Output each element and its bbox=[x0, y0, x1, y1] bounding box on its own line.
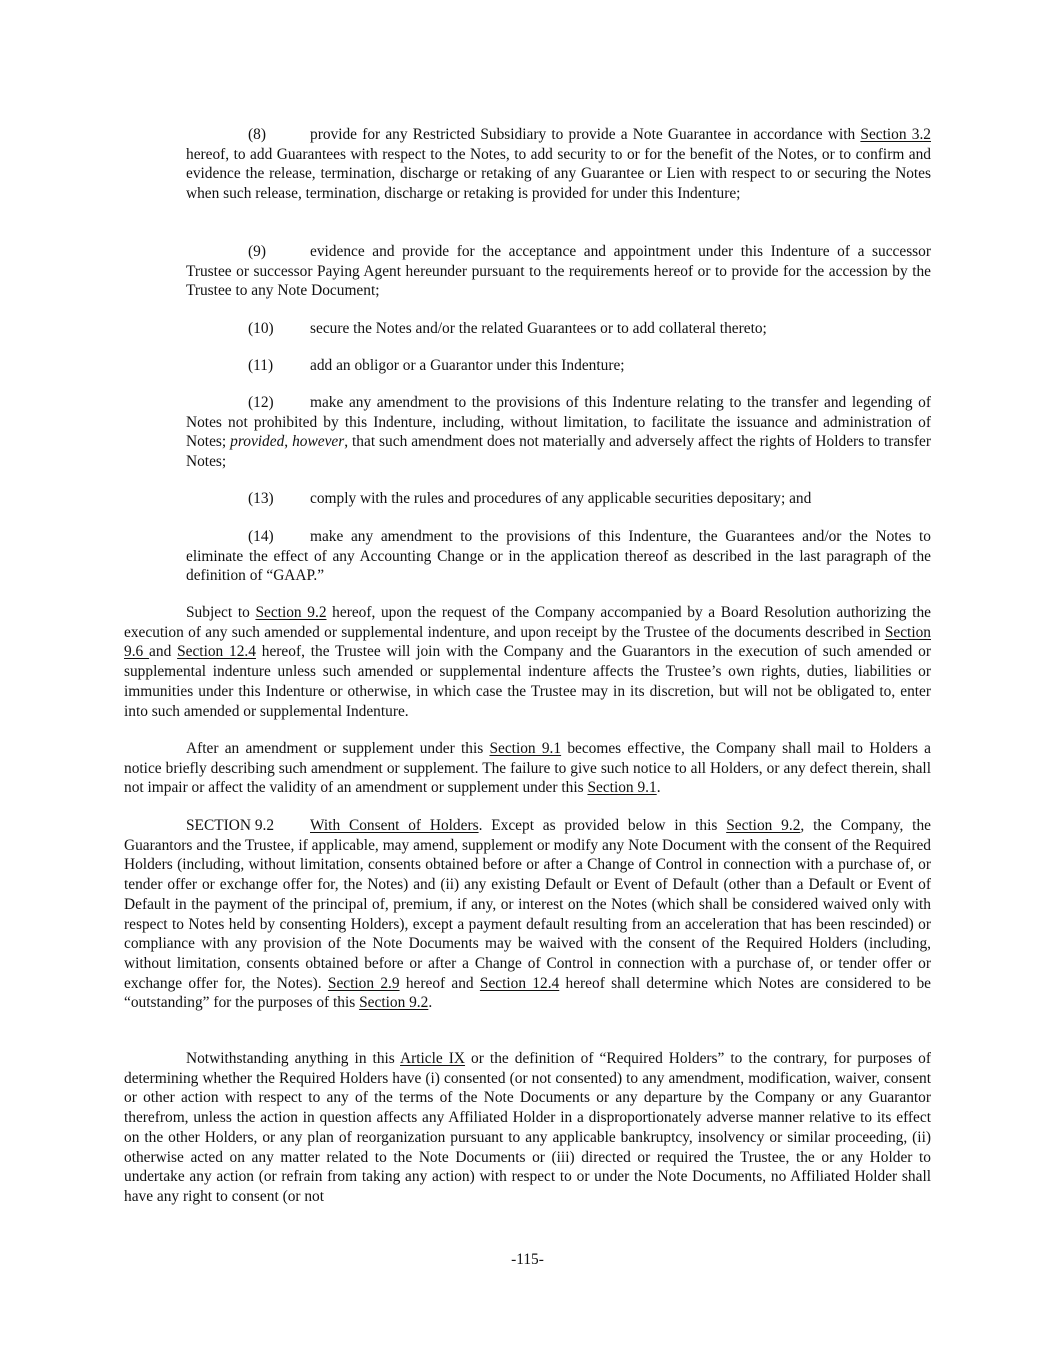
section-reference[interactable]: Section 9.6 bbox=[124, 623, 931, 661]
section-reference[interactable]: Section 9.1 bbox=[489, 740, 562, 757]
page-number: -115- bbox=[511, 1251, 544, 1268]
section-reference[interactable]: Section 9.2 bbox=[255, 604, 327, 621]
clause-number: (14) bbox=[248, 528, 274, 545]
paragraph-subject-to: Subject to Section 9.2 hereof, upon the request of the Company accompanied by a Board Resolution authorizing the execution of any such amended or supplemental indenture, and upon receipt by the Trustee of the documents described in Section 9.6 and Section 12.4 hereof, the Trustee will join with the Company and the Guarantors in the execution of such amended or supplemental indenture unless such amended or supplemental indenture affects the Trustee’s own rights, duties, liabilities or immunities under this Indenture or otherwise, in which case the Trustee may in its discretion, but will not be obligated to, enter into such amended or supplemental Indenture. bbox=[124, 604, 931, 720]
clause-number: (13) bbox=[248, 490, 274, 507]
clause-9: (9) evidence and provide for the acceptance and appointment under this Indenture of a successor Trustee or successor Paying Agent hereunder pursuant to the requirements hereof or to provide for the accession by the Trustee to any Note Document; bbox=[186, 243, 931, 300]
clause-number: (12) bbox=[248, 394, 274, 411]
clause-8: (8) provide for any Restricted Subsidiary to provide a Note Guarantee in accordance with Section 3.2 hereof, to add Guarantees with respect to the Notes, to add security to or for the benefit of the Notes, or to confirm and evidence the release, termination, discharge or retaking of any Guarantee or Lien with respect to or securing the Notes when such release, termination, discharge or retaking is provided for under this Indenture; bbox=[186, 126, 931, 203]
article-reference[interactable]: Article IX bbox=[400, 1050, 466, 1067]
section-reference[interactable]: Section 9.2 bbox=[359, 994, 429, 1012]
clause-14: (14) make any amendment to the provisions of this Indenture, the Guarantees and/or the Notes to eliminate the effect of any Accounting Change or in the application thereof as described in the last paragraph of the definition of “GAAP.” bbox=[186, 528, 931, 585]
section-reference[interactable]: Section 3.2 bbox=[860, 126, 931, 143]
clause-number: (11) bbox=[248, 357, 274, 374]
clause-13: (13) comply with the rules and procedures of any applicable securities depositary; and bbox=[248, 490, 812, 507]
section-reference[interactable]: Section 12.4 bbox=[177, 643, 256, 661]
clause-10: (10) secure the Notes and/or the related Guarantees or to add collateral thereto; bbox=[248, 320, 767, 337]
section-heading: With Consent of Holders bbox=[310, 817, 479, 834]
clause-11: (11) add an obligor or a Guarantor under this Indenture; bbox=[248, 357, 625, 374]
clause-number: (10) bbox=[248, 320, 274, 337]
section-label: SECTION 9.2 bbox=[186, 817, 275, 834]
paragraph-after-amendment: After an amendment or supplement under this Section 9.1 becomes effective, the Company shall mail to Holders a notice briefly describing such amendment or supplement. The failure to give such notice to all Holders, or any defect therein, shall not impair or affect the validity of an amendment or supplement under this Section 9.1. bbox=[124, 740, 931, 797]
section-reference[interactable]: Section 9.1 bbox=[587, 779, 657, 797]
section-reference[interactable]: Section 12.4 bbox=[479, 974, 560, 992]
section-reference[interactable]: Section 9.2 bbox=[726, 817, 801, 834]
clause-12: (12) make any amendment to the provisions of this Indenture relating to the transfer and legending of Notes not prohibited by this Indenture, including, without limitation, to facilitate the issuance and administration of Notes; provided, however, that such amendment does not materially and adversely affect the rights of Holders to transfer Notes; bbox=[186, 394, 932, 471]
paragraph-notwithstanding: Notwithstanding anything in this Article IX or the definition of “Required Holders” to the contrary, for purposes of determining whether the Required Holders have (i) consented (or not consented) to any amendment, modification, waiver, consent or other action with respect to any of the terms of the Note Documents or any departure by the Company or any Guarantor therefrom, unless the action in question affects any Affiliated Holder in a disproportionately adverse manner relative to its effect on the other Holders, or any plan of reorganization pursuant to any applicable bankruptcy, insolvency or similar proceeding, (ii) otherwise acted on any matter related to the Note Documents or (iii) directed or required the Trustee, the or any Holder to undertake any action (or refrain from taking any action) with respect to or under the Note Documents, no Affiliated Holder shall have any right to consent (or not bbox=[124, 1050, 931, 1205]
section-9-2: SECTION 9.2 With Consent of Holders. Except as provided below in this Section 9.2, the Company, the Guarantors and the Trustee, if applicable, may amend, supplement or modify any Note Document with the consent of the Required Holders (including, without limitation, consents obtained before or after a Change of Control in connection with a purchase of, or tender offer or exchange offer for, the Notes) and (ii) any existing Default or Event of Default (other than a Default or Event of Default in the payment of the principal of, premium, if any, or interest on the Notes (which shall be considered waived only with respect to Notes held by consenting Holders), except a payment default resulting from an acceleration that has been rescinded) or compliance with any provision of the Note Documents may be waived with the consent of the Required Holders (including, without limitation, consents obtained before or after a Change of Control in connection with a purchase of, or tender offer or exchange offer for, the Notes). Section 2.9 hereof and Section 12.4 hereof shall determine which Notes are considered to be “outstanding” for the purposes of this Section 9.2. bbox=[124, 817, 931, 1012]
clause-number: (9) bbox=[248, 243, 266, 260]
section-reference[interactable]: Section 2.9 bbox=[327, 974, 400, 992]
clause-number: (8) bbox=[248, 126, 266, 143]
